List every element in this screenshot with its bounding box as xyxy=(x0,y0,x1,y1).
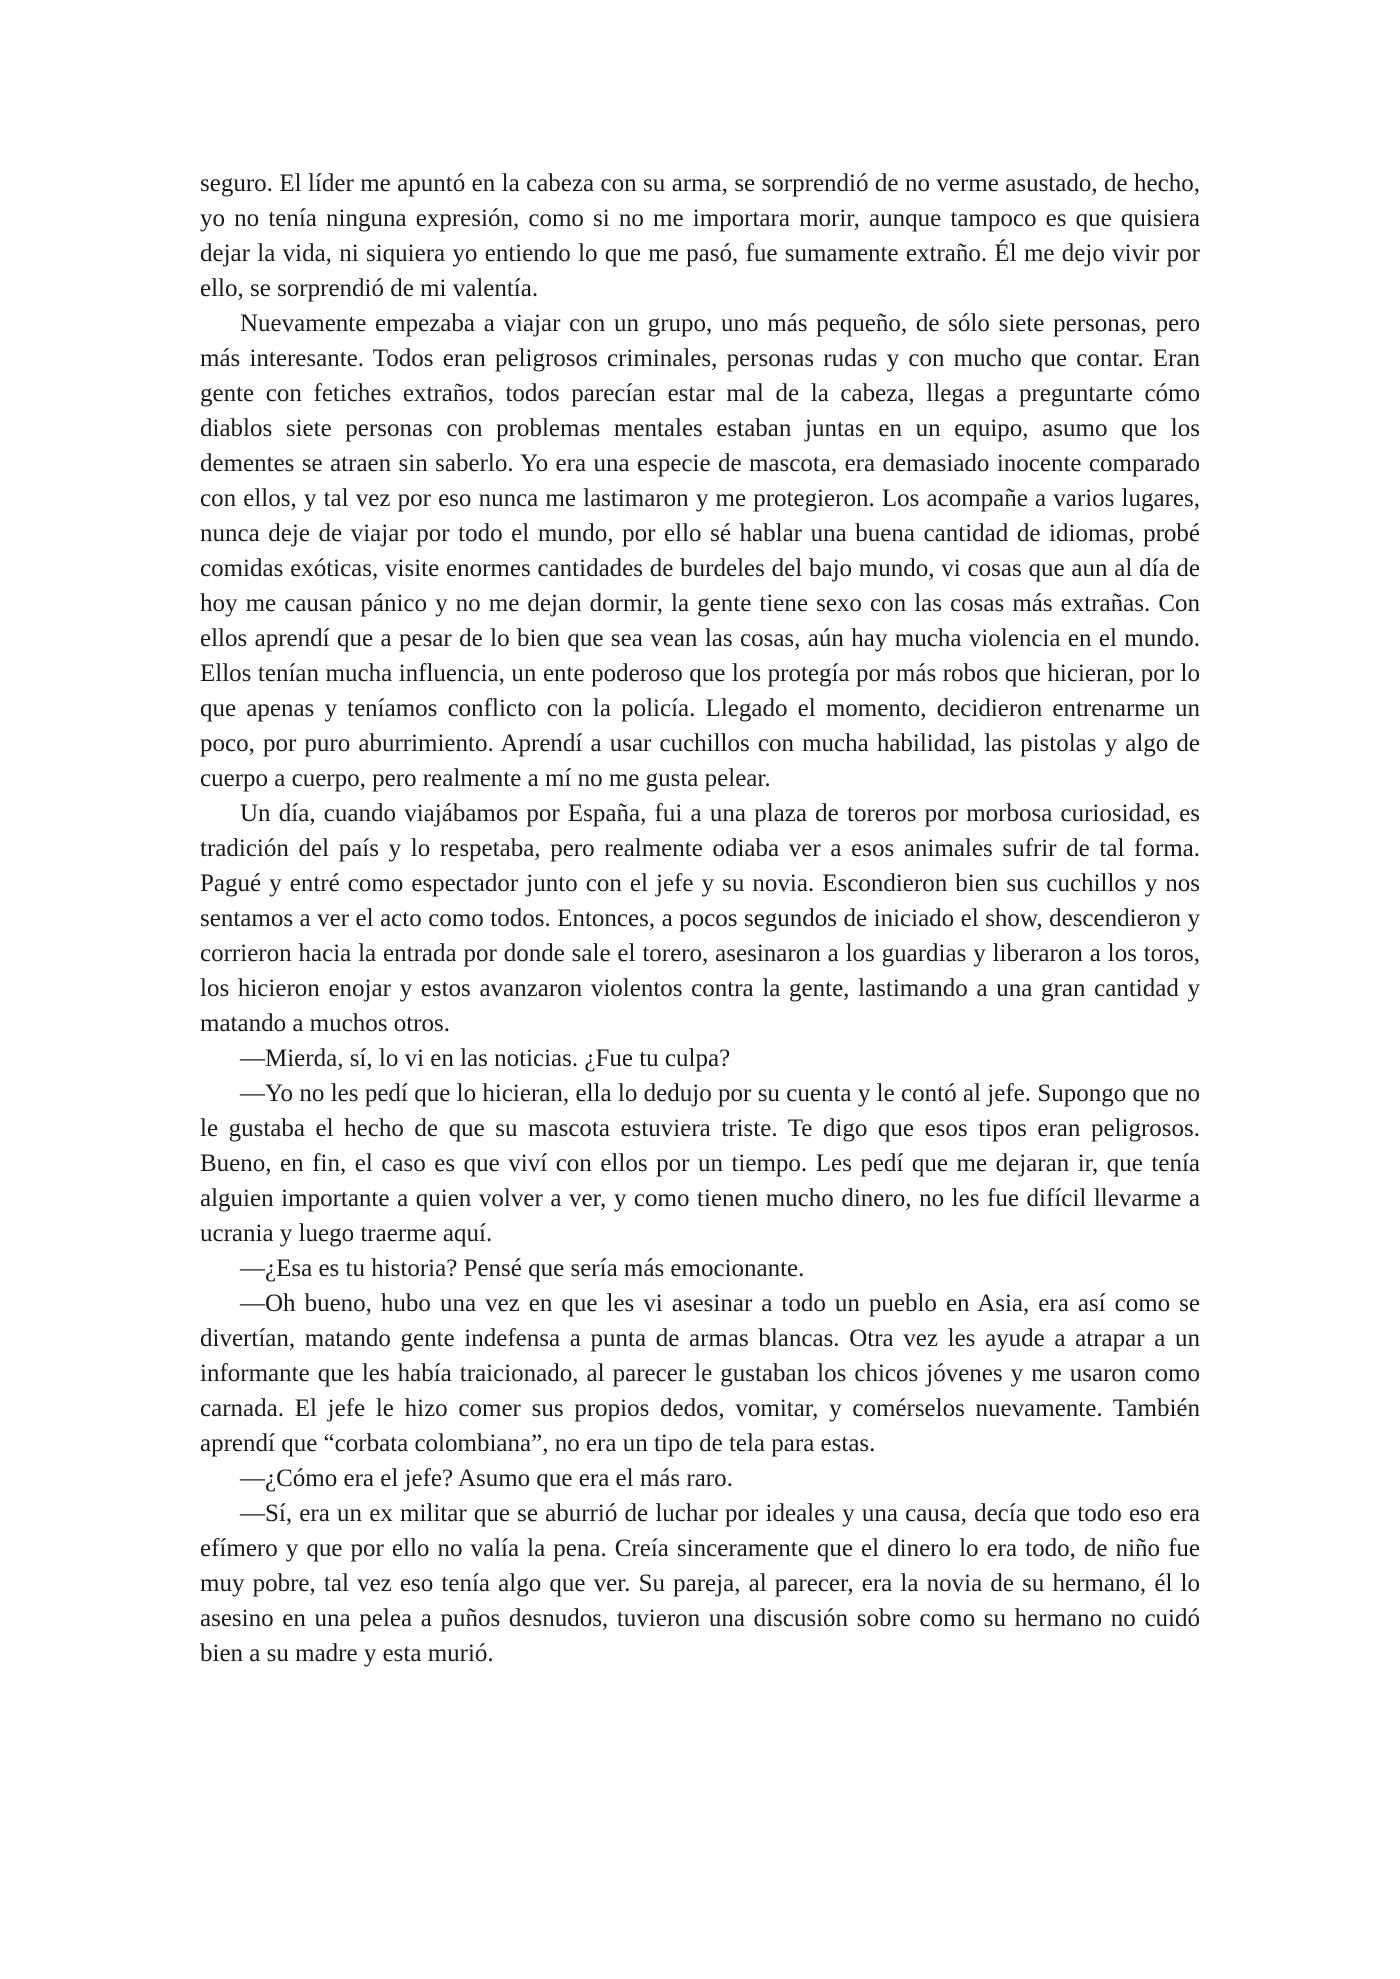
dialogue-line: —Yo no les pedí que lo hicieran, ella lo dedujo por su cuenta y le contó al jefe. Supongo que no le gustaba el hecho de que su mascota estuviera triste. Te digo que esos tipos eran peligrosos. Bueno, en fin, el caso es que viví con ellos por un tiempo. Les pedí que me dejaran ir, que tenía alguien importante a quien volver a ver, y como tienen mucho dinero, no les fue difícil llevarme a ucrania y luego traerme aquí. xyxy=(200,1080,1200,1247)
paragraph: Un día, cuando viajábamos por España, fui a una plaza de toreros por morbosa curiosidad, es tradición del país y lo respetaba, pero realmente odiaba ver a esos animales sufrir de tal forma. Pagué y entré como espectador junto con el jefe y su novia. Escondieron bien sus cuchillos y nos sentamos a ver el acto como todos. Entonces, a pocos segundos de iniciado el show, descendieron y corrieron hacia la entrada por donde sale el torero, asesinaron a los guardias y liberaron a los toros, los hicieron enojar y estos avanzaron violentos contra la gente, lastimando a una gran cantidad y matando a muchos otros. xyxy=(200,800,1200,1037)
dialogue-line: —¿Cómo era el jefe? Asumo que era el más raro. xyxy=(240,1465,733,1492)
dialogue-line: —Sí, era un ex militar que se aburrió de luchar por ideales y una causa, decía que todo eso era efímero y que por ello no valía la pena. Creía sinceramente que el dinero lo era todo, de niño fue muy pobre, tal vez eso tenía algo que ver. Su pareja, al parecer, era la novia de su hermano, él lo asesino en una pelea a puños desnudos, tuvieron una discusión sobre como su hermano no cuidó bien a su madre y esta murió. xyxy=(200,1500,1200,1667)
dialogue-line: —¿Esa es tu historia? Pensé que sería más emocionante. xyxy=(240,1255,805,1282)
dialogue-line: —Mierda, sí, lo vi en las noticias. ¿Fue tu culpa? xyxy=(240,1045,731,1072)
dialogue-line: —Oh bueno, hubo una vez en que les vi asesinar a todo un pueblo en Asia, era así como se divertían, matando gente indefensa a punta de armas blancas. Otra vez les ayude a atrapar a un informante que les había traicionado, al parecer le gustaban los chicos jóvenes y me usaron como carnada. El jefe le hizo comer sus propios dedos, vomitar, y comérselos nuevamente. También aprendí que “corbata colombiana”, no era un tipo de tela para estas. xyxy=(200,1290,1200,1457)
body-text xyxy=(200,166,1200,1671)
paragraph: Nuevamente empezaba a viajar con un grupo, uno más pequeño, de sólo siete personas, pero más interesante. Todos eran peligrosos criminales, personas rudas y con mucho que contar. Eran gente con fetiches extraños, todos parecían estar mal de la cabeza, llegas a preguntarte cómo diablos siete personas con problemas mentales estaban juntas en un equipo, asumo que los dementes se atraen sin saberlo. Yo era una especie de mascota, era demasiado inocente comparado con ellos, y tal vez por eso nunca me lastimaron y me protegieron. Los acompañe a varios lugares, nunca deje de viajar por todo el mundo, por ello sé hablar una buena cantidad de idiomas, probé comidas exóticas, visite enormes cantidades de burdeles del bajo mundo, vi cosas que aun al día de hoy me causan pánico y no me dejan dormir, la gente tiene sexo con las cosas más extrañas. Con ellos aprendí que a pesar de lo bien que sea vean las cosas, aún hay mucha violencia en el mundo. Ellos tenían mucha influencia, un ente poderoso que los protegía por más robos que hicieran, por lo que apenas y teníamos conflicto con la policía. Llegado el momento, decidieron entrenarme un poco, por puro aburrimiento. Aprendí a usar cuchillos con mucha habilidad, las pistolas y algo de cuerpo a cuerpo, pero realmente a mí no me gusta pelear. xyxy=(200,310,1200,792)
paragraph: seguro. El líder me apuntó en la cabeza con su arma, se sorprendió de no verme asustado, de hecho, yo no tenía ninguna expresión, como si no me importara morir, aunque tampoco es que quisiera dejar la vida, ni siquiera yo entiendo lo que me pasó, fue sumamente extraño. Él me dejo vivir por ello, se sorprendió de mi valentía. xyxy=(200,170,1200,302)
